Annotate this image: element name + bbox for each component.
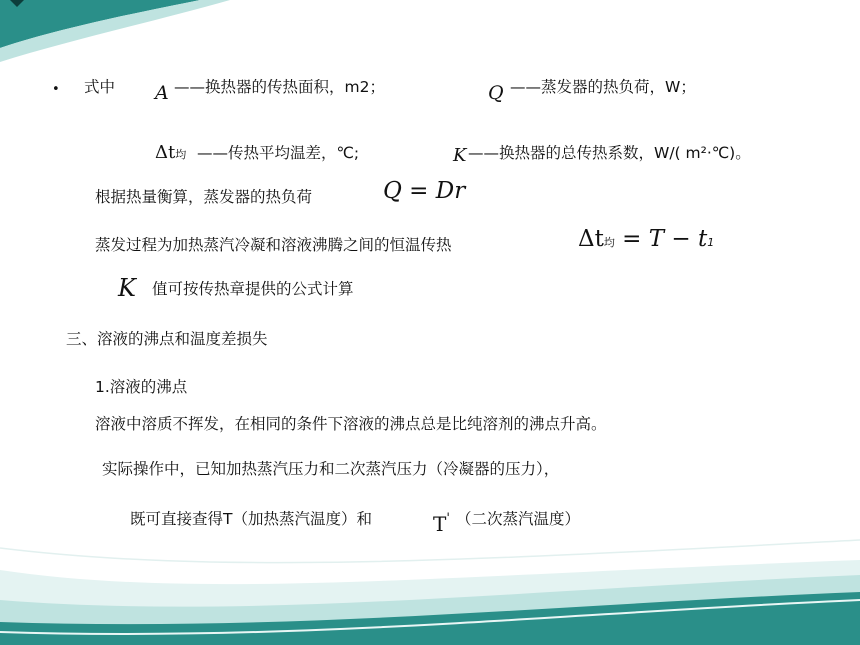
symbol-K: K bbox=[453, 145, 467, 166]
intro-label: 式中 bbox=[84, 78, 116, 96]
def-Q-text: ——蒸发器的热负荷，W； bbox=[510, 78, 696, 96]
def-delta-t-text: ——传热平均温差，℃; bbox=[197, 144, 360, 162]
symbol-delta-t: Δt均 bbox=[155, 142, 187, 163]
sub-heading: 1.溶液的沸点 bbox=[95, 378, 188, 396]
paragraph-2: 实际操作中，已知加热蒸汽压力和二次蒸汽压力（冷凝器的压力）， bbox=[102, 460, 560, 478]
formula-delta-t: Δt均 = T − t1 bbox=[578, 226, 715, 252]
symbol-Q: Q bbox=[488, 82, 504, 104]
def-K-text: ——换热器的总传热系数，W/( m²·℃)。 bbox=[468, 144, 751, 162]
def-A-text: ——换热器的传热面积，m2； bbox=[174, 78, 385, 96]
symbol-A: A bbox=[155, 82, 169, 104]
heat-balance-text: 根据热量衡算，蒸发器的热负荷 bbox=[95, 188, 313, 206]
evap-process-text: 蒸发过程为加热蒸汽冷凝和溶液沸腾之间的恒温传热 bbox=[95, 236, 452, 254]
symbol-T-prime: T' bbox=[433, 511, 450, 536]
symbol-K-large: K bbox=[118, 274, 136, 302]
bullet-marker: • bbox=[52, 82, 60, 97]
section-heading: 三、溶液的沸点和温度差损失 bbox=[66, 330, 268, 348]
paragraph-3-before: 既可直接查得T（加热蒸汽温度）和 bbox=[130, 510, 372, 528]
paragraph-1: 溶液中溶质不挥发，在相同的条件下溶液的沸点总是比纯溶剂的沸点升高。 bbox=[95, 415, 607, 433]
k-line-text: 值可按传热章提供的公式计算 bbox=[152, 280, 354, 298]
subscript-jun: 均 bbox=[175, 148, 187, 161]
paragraph-3-after: （二次蒸汽温度） bbox=[456, 510, 581, 528]
formula-Q-Dr: Q = Dr bbox=[383, 178, 466, 204]
